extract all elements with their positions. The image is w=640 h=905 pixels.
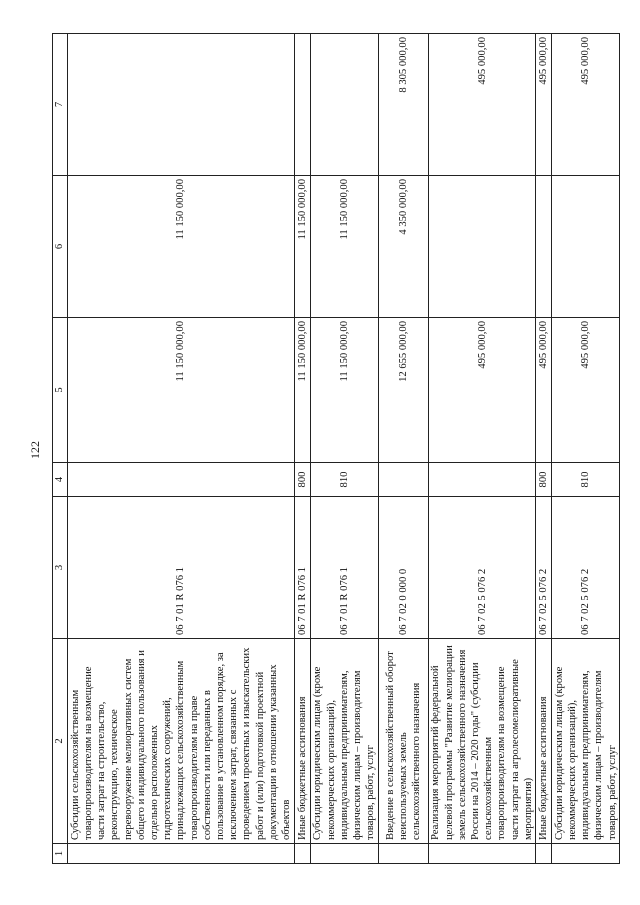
row-vr: 800 <box>536 463 552 497</box>
empty-cell <box>68 844 295 864</box>
rotated-table-container <box>52 34 620 864</box>
row-code: 06 7 02 5 076 2 <box>536 497 552 639</box>
column-header: 4 <box>53 463 68 497</box>
row-code: 06 7 01 R 076 1 <box>311 497 378 639</box>
budget-table-page <box>52 34 620 864</box>
row-code: 06 7 01 R 076 1 <box>295 497 311 639</box>
column-header: 2 <box>53 639 68 844</box>
row-amount-6: 11 150 000,00 <box>311 176 378 318</box>
budget-table <box>52 33 620 864</box>
empty-cell <box>295 844 311 864</box>
table-row <box>378 34 428 864</box>
row-vr: 810 <box>311 463 378 497</box>
row-vr: 800 <box>295 463 311 497</box>
column-header: 7 <box>53 34 68 176</box>
row-code: 06 7 01 R 076 1 <box>68 497 295 639</box>
table-row <box>552 34 620 864</box>
row-amount-7: 8 305 000,00 <box>378 34 428 176</box>
page-number: 122 <box>28 441 42 459</box>
row-amount-6 <box>536 176 552 318</box>
row-code: 06 7 02 5 076 2 <box>552 497 620 639</box>
table-row <box>295 34 311 864</box>
row-amount-5: 495 000,00 <box>428 318 535 463</box>
row-vr <box>68 463 295 497</box>
empty-cell <box>378 844 428 864</box>
row-amount-6 <box>552 176 620 318</box>
row-amount-6: 4 350 000,00 <box>378 176 428 318</box>
column-header: 6 <box>53 176 68 318</box>
row-amount-5: 495 000,00 <box>536 318 552 463</box>
column-header: 3 <box>53 497 68 639</box>
row-amount-6 <box>428 176 535 318</box>
row-code: 06 7 02 0 000 0 <box>378 497 428 639</box>
empty-cell <box>536 844 552 864</box>
row-name: Реализация мероприятий федеральной целевой программы "Развитие мелиорации земель сельскохозяйственного назначения России на 2014 – 2020 годы" (субсидии сельскохозяйственным товаропроизводителям на возмещение части затрат на агролесомелиоративные мероприятия) <box>428 639 535 844</box>
table-row <box>68 34 295 864</box>
row-amount-5: 12 655 000,00 <box>378 318 428 463</box>
row-name: Субсидии юридическим лицам (кроме некоммерческих организаций), индивидуальным предпринимателям, физическим лицам – производителям товаров, работ, услуг <box>552 639 620 844</box>
empty-cell <box>552 844 620 864</box>
row-amount-5: 11 150 000,00 <box>68 318 295 463</box>
row-name: Субсидии сельскохозяйственным товаропроизводителям на возмещение части затрат на строительство, реконструкцию, техническое перевооружение мелиоративных систем общего и индивидуального пользования и отдельно расположенных гидротехнических сооружений, принадлежащих сельскохозяйственным товаропроизводителям на праве собственности или переданных в пользование в установленном порядке, за исключением затрат, связанных с проведением проектных и изыскательских работ и (или) подготовкой проектной документации в отношении указанных объектов <box>68 639 295 844</box>
table-row <box>311 34 378 864</box>
row-vr <box>378 463 428 497</box>
row-amount-7: 495 000,00 <box>428 34 535 176</box>
row-code: 06 7 02 5 076 2 <box>428 497 535 639</box>
row-amount-5: 11 150 000,00 <box>295 318 311 463</box>
row-vr: 810 <box>552 463 620 497</box>
table-row <box>428 34 535 864</box>
row-amount-6: 11 150 000,00 <box>68 176 295 318</box>
row-name: Введение в сельскохозяйственный оборот неиспользуемых земель сельскохозяйственного назначения <box>378 639 428 844</box>
row-amount-5: 495 000,00 <box>552 318 620 463</box>
row-name: Иные бюджетные ассигнования <box>536 639 552 844</box>
row-amount-6: 11 150 000,00 <box>295 176 311 318</box>
row-amount-7: 495 000,00 <box>536 34 552 176</box>
row-amount-7 <box>311 34 378 176</box>
row-amount-5: 11 150 000,00 <box>311 318 378 463</box>
header-row <box>53 34 68 864</box>
row-amount-7 <box>68 34 295 176</box>
empty-cell <box>428 844 535 864</box>
row-name: Иные бюджетные ассигнования <box>295 639 311 844</box>
row-amount-7: 495 000,00 <box>552 34 620 176</box>
row-vr <box>428 463 535 497</box>
row-name: Субсидии юридическим лицам (кроме некоммерческих организаций), индивидуальным предпринимателям, физическим лицам – производителям товаров, работ, услуг <box>311 639 378 844</box>
column-header: 5 <box>53 318 68 463</box>
row-amount-7 <box>295 34 311 176</box>
empty-cell <box>311 844 378 864</box>
table-row <box>536 34 552 864</box>
column-header: 1 <box>53 844 68 864</box>
